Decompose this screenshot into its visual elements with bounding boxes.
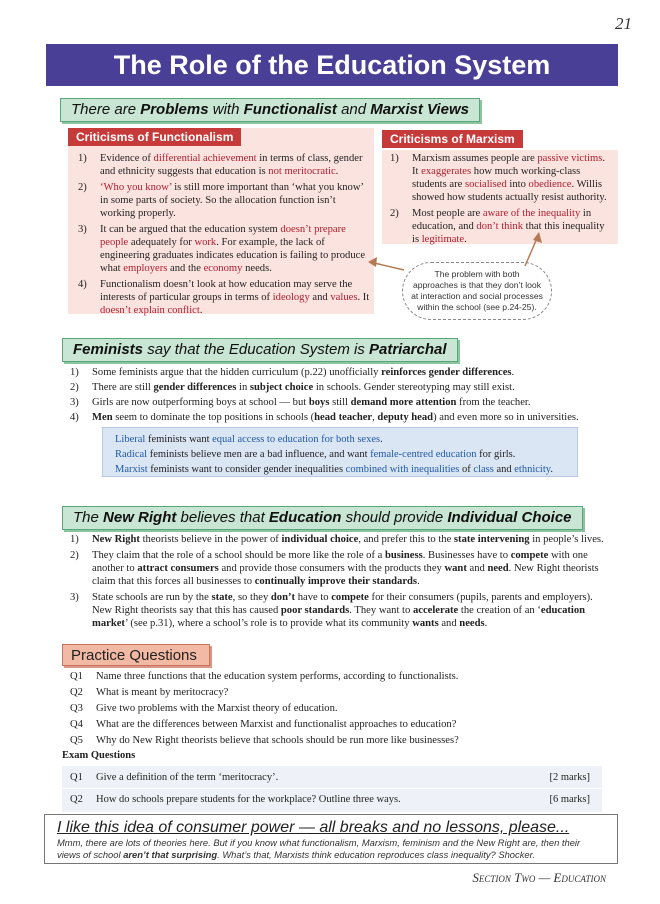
exam-q-text: Give a definition of the term ‘meritocracy’. [96,772,279,783]
text-run: New Right [92,534,140,545]
list-item [70,381,610,394]
new-right-list [70,533,610,633]
exam-heading: Exam Questions [62,750,136,761]
text-run: that this inequality is [412,221,605,245]
text-run: Marxism assumes people are [412,153,538,164]
text-run: deputy head [377,412,434,423]
text-run: boys [308,397,330,408]
banner-text: There are [71,101,141,118]
exam-question [70,790,594,810]
practice-question [70,685,600,701]
text-run: differential achievement [153,153,257,164]
text-run: passive victims [537,153,603,164]
text-run: gender differences [153,382,237,393]
text-run: seem to dominate the top positions in schools ( [112,412,315,423]
text-run: ) and even more so in universities. [433,412,579,423]
text-run: state intervening [453,534,530,545]
arrows [360,226,560,286]
feminist-type-line [115,447,565,462]
marxism-heading: Criticisms of Marxism [382,130,523,148]
text-run: aware of the inequality [482,208,581,219]
practice-question [70,717,600,733]
question-number: Q1 [70,671,83,682]
text-run: in [236,382,250,393]
text-run: . [511,367,515,378]
text-run: ’ (see p.31), where a school’s role is to provide what its community [124,618,413,629]
text-run: exaggerates [421,166,472,177]
text-run: compete [331,592,369,603]
text-run: Liberal [115,434,146,445]
text-run: is still more important than ‘what you know’ in some parts of society. So the allocation function isn’t working properly. [100,182,364,219]
text-run: doesn’t prepare people [100,224,346,248]
text-run: from the teacher. [456,397,531,408]
text-run: . [380,434,383,445]
practice-question [70,701,600,717]
page-number: 21 [615,14,632,33]
banner-text: Problems [140,101,209,118]
text-run: needs [459,618,485,629]
question-text: What is meant by meritocracy? [96,687,229,698]
text-run: . [464,234,467,245]
text-run: They claim that the role of a school should be more like the role of a [92,550,385,561]
text-run: Functionalism doesn’t look at how education may serve the interests of particular groups in terms of [100,279,353,303]
list-item [70,396,610,409]
text-run: . [550,464,553,475]
arrow-up-head [533,232,542,243]
problems-banner [60,98,480,122]
text-run: continually improve their standards [254,576,418,587]
quote-title: I like this idea of consumer power — all breaks and no lessons, please... [57,819,570,836]
item-number: 3) [78,224,87,235]
text-run: Girls are now outperforming boys at school — but [92,397,309,408]
exam-q-marks: [6 marks] [549,794,590,805]
item-number: 2) [78,182,87,193]
text-run: need [487,563,509,574]
text-run: and [493,464,515,475]
text-run: don’t [270,592,296,603]
text-run: don’t think [476,221,524,232]
text-run: in schools. Gender stereotyping may still exist. [313,382,515,393]
text-run: Most people are [412,208,483,219]
text-run: employers [123,263,168,274]
arrow-left-head [368,257,377,267]
practice-question [70,669,600,685]
text-run: socialised [464,179,507,190]
list-item [78,223,370,275]
text-run: for girls. [476,449,516,460]
question-number: Q2 [70,687,83,698]
list-item [70,533,610,546]
practice-questions [70,669,600,749]
question-number: Q3 [70,703,83,714]
text-run: . Willis showed how students actually resist authority. [412,179,607,203]
feminist-type-line [115,462,565,477]
banner-text: should provide [341,509,448,526]
quote-box [44,814,618,864]
text-run: have to [295,592,332,603]
list-item [70,366,610,379]
text-run: . They want to [349,605,413,616]
text-run: head teacher [314,412,373,423]
list-item [78,181,370,220]
text-run: reinforces gender differences [381,367,512,378]
text-run: . It [357,292,370,303]
text-run: and the [167,263,204,274]
text-run: and [309,292,331,303]
thought-bubble: The problem with both approaches is that they don’t look at interaction and social processes within the school (see p.24-25). [402,262,552,320]
banner-text: Marxist Views [370,101,469,118]
text-run: Mmm, there are lots of theories here. But if you know what functionalism, Marxism, feminism and the New Right are, then their views of school [57,837,581,860]
text-run: accelerate [412,605,459,616]
question-text: Give two problems with the Marxist theory of education. [96,703,338,714]
exam-q-text: How do schools prepare students for the workplace? Outline three ways. [96,794,401,805]
item-number: 2) [390,208,399,219]
text-run: feminists want to consider gender inequalities [147,464,346,475]
text-run: . Businesses have to [422,550,511,561]
text-run: Evidence of [100,153,154,164]
practice-question [70,733,600,749]
exam-questions-box [62,766,602,812]
exam-q-number: Q1 [70,772,83,783]
text-run: State schools are run by the [92,592,212,603]
banner-text: believes that [176,509,269,526]
exam-question [70,768,594,788]
feminist-type-line [115,432,565,447]
text-run: It can be argued that the education system [100,224,281,235]
exam-q-marks: [2 marks] [549,772,590,783]
quote-body [57,837,605,860]
text-run: poor standards [280,605,350,616]
text-run: . For example, the lack of engineering graduates indicates education is failing to produce what [100,237,366,274]
text-run: , [372,412,378,423]
new-right-banner [62,506,583,530]
text-run: . New Right theorists claim that this forces all businesses to [92,563,599,587]
list-item [78,278,370,317]
text-run: the creation of an ‘ [458,605,541,616]
text-run: ‘Who you know’ [100,182,172,193]
text-run: in education, and [412,208,592,232]
item-number: 1) [70,367,79,378]
text-run: values [330,292,358,303]
text-run: state [211,592,233,603]
exam-q-number: Q2 [70,794,83,805]
divider [62,788,602,789]
text-run: feminists believe men are a bad influence, and want [147,449,371,460]
text-run: demand more attention [350,397,457,408]
text-run: , and prefer this to the [358,534,454,545]
text-run: Marxist [115,464,148,475]
text-run: aren’t that surprising [123,848,218,860]
text-run: for their consumers (pupils, parents and employers). New Right theorists say that this has caused [92,592,593,616]
question-text: What are the differences between Marxist and functionalist approaches to education? [96,719,457,730]
text-run: subject choice [249,382,314,393]
text-run: and [438,618,460,629]
text-run: business [385,550,423,561]
text-run: want [444,563,467,574]
text-run: ethnicity [514,464,551,475]
text-run: and [466,563,488,574]
text-run: . It [412,153,606,177]
text-run: legitimate [421,234,465,245]
question-number: Q5 [70,735,83,746]
feminists-list [70,366,610,426]
text-run: individual choice [281,534,359,545]
item-number: 1) [390,153,399,164]
banner-text: The [73,509,104,526]
text-run: needs. [242,263,272,274]
question-number: Q4 [70,719,83,730]
text-run: Men [92,412,113,423]
item-number: 1) [70,534,79,545]
banner-text: with [208,101,244,118]
text-run: attract consumers [137,563,219,574]
banner-text: Feminists [73,341,144,358]
text-run: education market [92,605,586,629]
feminist-types-box [102,427,578,477]
text-run: compete [510,550,549,561]
banner-text: and [336,101,371,118]
text-run: still [329,397,351,408]
text-run: wants [412,618,439,629]
banner-text: Education [268,509,342,526]
text-run: . [417,576,420,587]
text-run: , so they [232,592,271,603]
banner-text: say that the Education System is [143,341,369,358]
text-run: . What’s that, Marxists think education reproduces class inequality? Shocker. [217,848,535,860]
list-item [78,152,370,178]
text-run: class [473,464,494,475]
functionalism-list [78,152,370,320]
text-run: obedience [528,179,572,190]
text-run: female-centred education [370,449,477,460]
text-run: . [199,305,203,316]
item-number: 3) [70,397,79,408]
text-run: Radical [115,449,148,460]
text-run: into [506,179,529,190]
item-number: 1) [78,153,87,164]
list-item [390,152,614,204]
text-run: work [194,237,217,248]
text-run: theorists believe in the power of [139,534,282,545]
item-number: 2) [70,382,79,393]
list-item [70,549,610,588]
item-number: 4) [78,279,87,290]
item-number: 4) [70,412,79,423]
text-run: ideology [272,292,310,303]
text-run: of [459,464,474,475]
list-item [70,411,610,424]
item-number: 3) [70,592,79,603]
question-text: Why do New Right theorists believe that schools should be run more like businesses? [96,735,459,746]
text-run: adequately for [128,237,195,248]
list-item [70,591,610,630]
practice-banner: Practice Questions [62,644,210,666]
banner-text: Functionalist [243,101,337,118]
banner-text: New Right [103,509,177,526]
text-run: feminists want [145,434,213,445]
text-run: . [484,618,488,629]
banner-text: Patriarchal [368,341,447,358]
text-run: not meritocratic [268,166,336,177]
text-run: doesn’t explain conflict [100,305,200,316]
text-run: Some feminists argue that the hidden curriculum (p.22) unofficially [92,367,382,378]
page-title: The Role of the Education System [46,44,618,86]
text-run: There are still [92,382,154,393]
text-run: . [335,166,339,177]
text-run: equal access to education for both sexes [212,434,381,445]
text-run: in terms of class, gender and ethnicity suggests that education is [100,153,363,177]
functionalism-heading: Criticisms of Functionalism [68,128,241,146]
text-run: with one another to [92,550,588,574]
text-run: combined with inequalities [345,464,460,475]
question-text: Name three functions that the education system performs, according to functionalists. [96,671,459,682]
text-run: and provide those consumers with the products they [218,563,445,574]
feminists-banner [62,338,458,362]
text-run: economy [203,263,243,274]
banner-text: Individual Choice [447,509,572,526]
text-run: how much working-class students are [412,166,581,190]
footer-section: Section Two — Education [472,870,606,885]
text-run: in people’s lives. [529,534,604,545]
item-number: 2) [70,550,79,561]
